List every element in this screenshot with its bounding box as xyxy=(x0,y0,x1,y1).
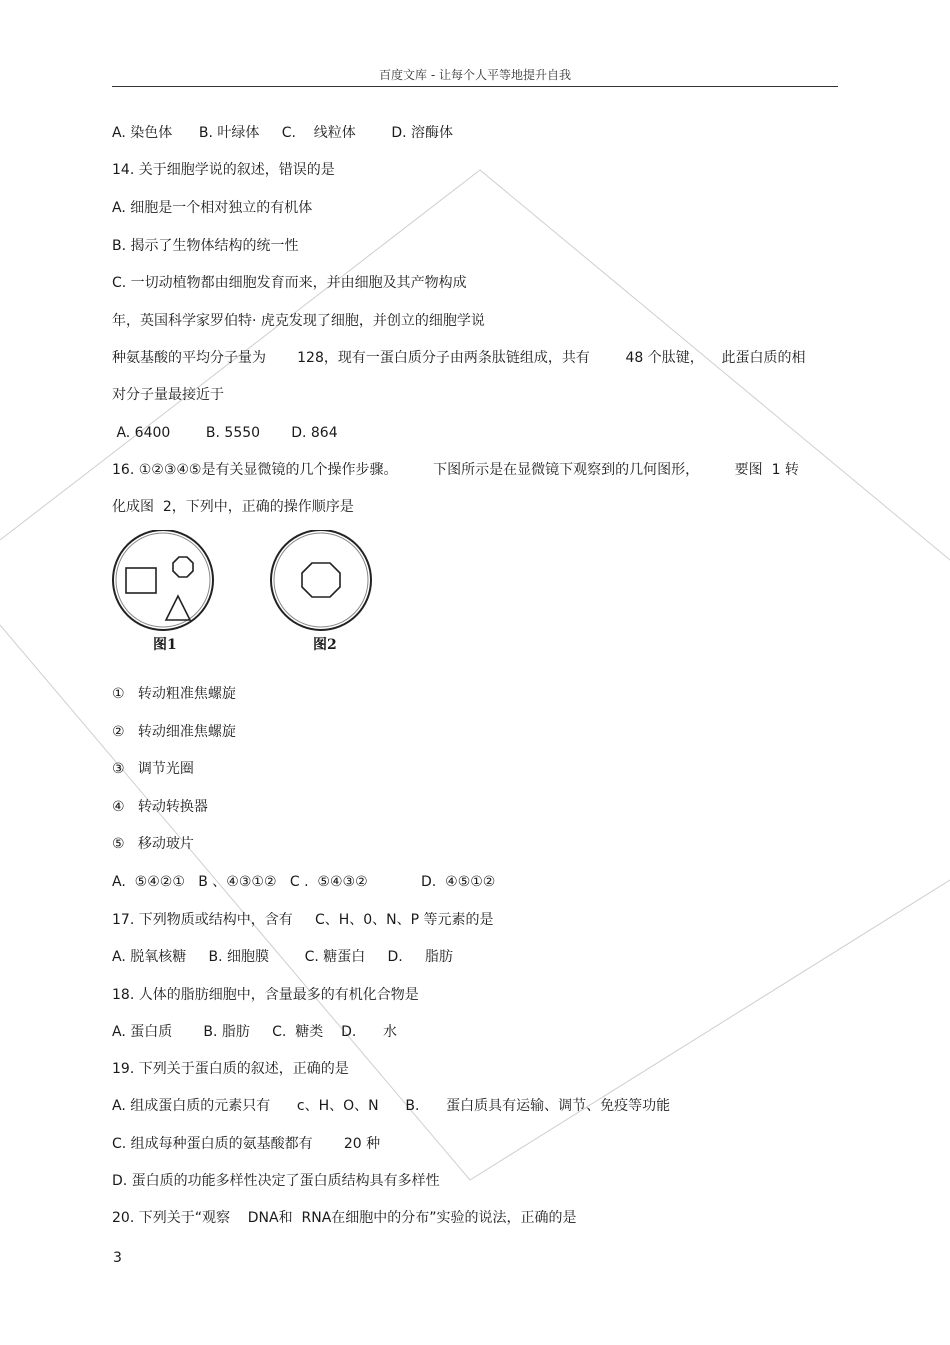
q16-step-4: ④ 转动转换器 xyxy=(112,799,208,815)
q19-option-d: D. 蛋白质的功能多样性决定了蛋白质结构具有多样性 xyxy=(112,1173,440,1189)
q19-stem: 19. 下列关于蛋白质的叙述，正确的是 xyxy=(112,1061,349,1077)
q16-step-1: ① 转动粗准焦螺旋 xyxy=(112,686,236,702)
q16-step-2: ② 转动细准焦螺旋 xyxy=(112,724,236,740)
q15-stem-line2: 对分子量最接近于 xyxy=(112,387,224,403)
q14-option-d: 年，英国科学家罗伯特· 虎克发现了细胞，并创立的细胞学说 xyxy=(112,313,485,329)
q20-stem: 20. 下列关于“观察 DNA和 RNA在细胞中的分布”实验的说法，正确的是 xyxy=(112,1210,577,1226)
q16-stem-line1: 16. ①②③④⑤是有关显微镜的几个操作步骤。 下图所示是在显微镜下观察到的几何图形， 要图 1 转 xyxy=(112,462,799,478)
figure-2-label: 图2 xyxy=(313,637,337,653)
figure-2-field xyxy=(271,530,371,630)
q14-stem: 14. 关于细胞学说的叙述，错误的是 xyxy=(112,162,335,178)
header-divider xyxy=(112,86,838,87)
q19-option-c: C. 组成每种蛋白质的氨基酸都有 20 种 xyxy=(112,1136,381,1152)
q14-option-c: C. 一切动植物都由细胞发育而来，并由细胞及其产物构成 xyxy=(112,275,467,291)
q17-options: A. 脱氧核糖 B. 细胞膜 C. 糖蛋白 D. 脂肪 xyxy=(112,949,453,965)
q18-options: A. 蛋白质 B. 脂肪 C. 糖类 D. 水 xyxy=(112,1024,397,1040)
figure-1-field xyxy=(113,530,213,630)
q16-step-5: ⑤ 移动玻片 xyxy=(112,836,194,852)
microscope-figures xyxy=(110,530,380,660)
page-header: 百度文库 - 让每个人平等地提升自我 xyxy=(379,68,571,82)
q18-stem: 18. 人体的脂肪细胞中，含量最多的有机化合物是 xyxy=(112,987,419,1003)
q13-options: A. 染色体 B. 叶绿体 C. 线粒体 D. 溶酶体 xyxy=(112,125,453,141)
q16-step-3: ③ 调节光圈 xyxy=(112,761,194,777)
page-number: 3 xyxy=(113,1250,122,1266)
q15-stem-line1: 种氨基酸的平均分子量为 128，现有一蛋白质分子由两条肽链组成，共有 48 个肽键， 此蛋白质的相 xyxy=(112,350,806,366)
figure-1-label: 图1 xyxy=(153,637,177,653)
q15-options: A. 6400 B. 5550 D. 864 xyxy=(112,425,338,441)
q14-option-b: B. 揭示了生物体结构的统一性 xyxy=(112,238,299,254)
octagon-shape-small xyxy=(173,557,193,577)
triangle-shape xyxy=(166,596,190,620)
q17-stem: 17. 下列物质或结构中，含有 C、H、0、N、P 等元素的是 xyxy=(112,912,494,928)
q14-option-a: A. 细胞是一个相对独立的有机体 xyxy=(112,200,313,216)
microscope-fields-svg xyxy=(110,530,380,660)
square-shape xyxy=(126,568,156,593)
q16-stem-line2: 化成图 2，下列中，正确的操作顺序是 xyxy=(112,499,354,515)
octagon-shape-large xyxy=(302,563,340,597)
q19-option-ab: A. 组成蛋白质的元素只有 c、H、O、N B. 蛋白质具有运输、调节、免疫等功能 xyxy=(112,1098,671,1114)
q16-options: A. ⑤④②① B 、④③①② C . ⑤④③② D. ④⑤①② xyxy=(112,874,496,890)
